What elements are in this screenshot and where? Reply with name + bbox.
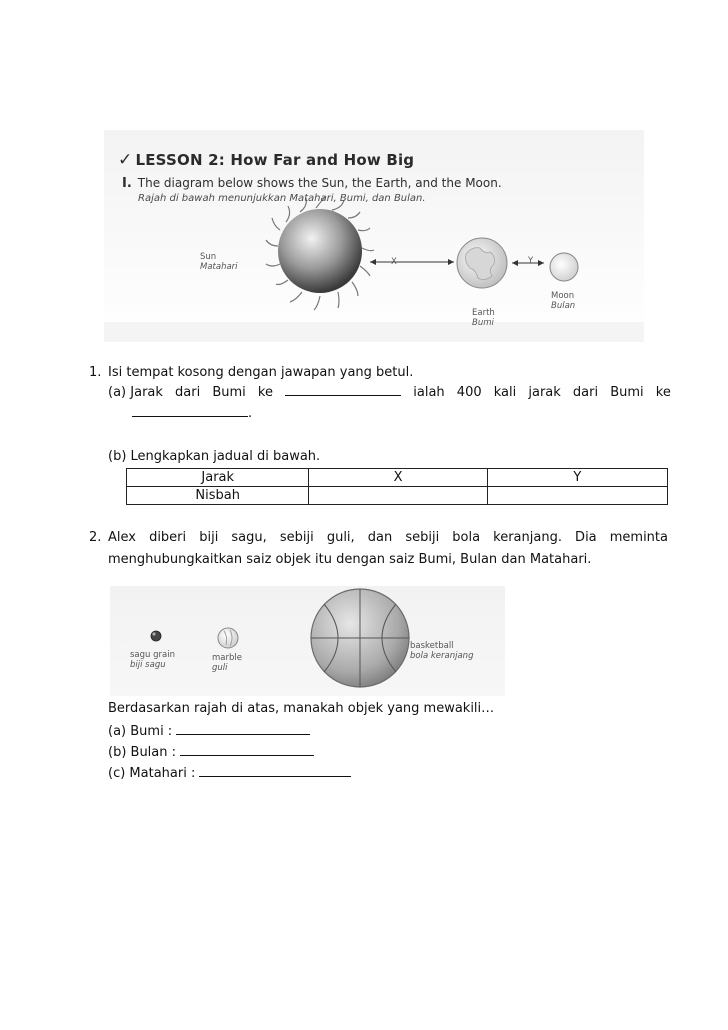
table-cell-x-answer[interactable] [309, 487, 487, 505]
q2c-line [108, 764, 351, 782]
q2a-label: (a) Bumi : [108, 724, 173, 739]
moon-label-ms: Bulan [551, 301, 576, 311]
table-cell-y-answer[interactable] [487, 487, 667, 505]
basketball-label-en: basketball [410, 641, 454, 651]
q2-text-line1: Alex diberi biji sagu, sebiji guli, dan sebiji bola keranjang. Dia meminta [108, 530, 668, 545]
figure-question-number: I. [122, 176, 132, 191]
q2b-blank[interactable] [180, 743, 314, 756]
distance-ratio-table [126, 468, 668, 505]
q1-number: 1. [89, 365, 102, 380]
q1a-part1: Jarak dari Bumi ke [130, 385, 273, 400]
sun-label-en: Sun [200, 252, 217, 262]
q1b-label: (b) [108, 449, 127, 464]
sagu-label-ms: biji sagu [130, 660, 166, 670]
table-cell-jarak: Jarak [127, 469, 309, 487]
q2a-line [108, 722, 310, 740]
sagu-label-en: sagu grain [130, 650, 175, 660]
sagu-grain [151, 631, 161, 641]
earth-label-ms: Bumi [472, 318, 494, 328]
lesson-title [118, 150, 414, 170]
q2c-label: (c) Matahari : [108, 766, 196, 781]
x-label: X [391, 257, 397, 267]
sun-label-ms: Matahari [200, 262, 238, 272]
moon-label [551, 291, 575, 311]
figure-question-en: The diagram below shows the Sun, the Earth, and the Moon. [137, 176, 502, 190]
sun-label [200, 252, 238, 272]
figure-question [122, 176, 502, 191]
marble-label-en: marble [212, 653, 242, 663]
q1a-line [108, 383, 671, 401]
q1a-part2: ialah 400 kali jarak dari Bumi ke [413, 385, 671, 400]
q1a-end: . [248, 406, 253, 421]
figure-question-ms: Rajah di bawah menunjukkan Matahari, Bumi, dan Bulan. [138, 193, 426, 204]
q2b-label: (b) Bulan : [108, 745, 177, 760]
earth-label-en: Earth [472, 308, 495, 318]
table-cell-nisbah: Nisbah [127, 487, 309, 505]
marble [218, 628, 238, 648]
solar-system-figure [104, 130, 644, 342]
q1-text: Isi tempat kosong dengan jawapan yang betul. [108, 365, 414, 380]
sun-sphere [278, 209, 362, 293]
marble-label-ms: guli [212, 663, 228, 673]
q2-text-line2: menghubungkaitkan saiz objek itu dengan saiz Bumi, Bulan dan Matahari. [108, 552, 592, 567]
table-row [127, 469, 668, 487]
q2c-blank[interactable] [199, 764, 351, 777]
q1a-blank2[interactable] [132, 404, 248, 417]
q1a-blank1[interactable] [285, 383, 401, 396]
table-cell-x: X [309, 469, 487, 487]
table-row [127, 487, 668, 505]
size-objects-figure [110, 586, 505, 696]
q1b-text: Lengkapkan jadual di bawah. [130, 449, 321, 464]
basketball-label [410, 641, 473, 661]
earth-label [472, 308, 495, 328]
moon-label-en: Moon [551, 291, 575, 301]
checkmark-icon: ✓ [118, 150, 133, 170]
q1b-line [108, 449, 320, 465]
q1a-label: (a) [108, 385, 127, 400]
q1a-line2 [132, 404, 252, 422]
lesson-title-text: LESSON 2: How Far and How Big [135, 151, 415, 169]
q2b-line [108, 743, 314, 761]
basketball-label-ms: bola keranjang [410, 651, 474, 661]
marble-label [212, 653, 242, 673]
table-cell-y: Y [487, 469, 667, 487]
y-label: Y [528, 256, 534, 266]
q2-number: 2. [89, 530, 102, 545]
sagu-label [130, 650, 175, 670]
moon-sphere [550, 253, 578, 281]
q2-prompt: Berdasarkan rajah di atas, manakah objek yang mewakili… [108, 701, 495, 716]
q2a-blank[interactable] [176, 722, 310, 735]
